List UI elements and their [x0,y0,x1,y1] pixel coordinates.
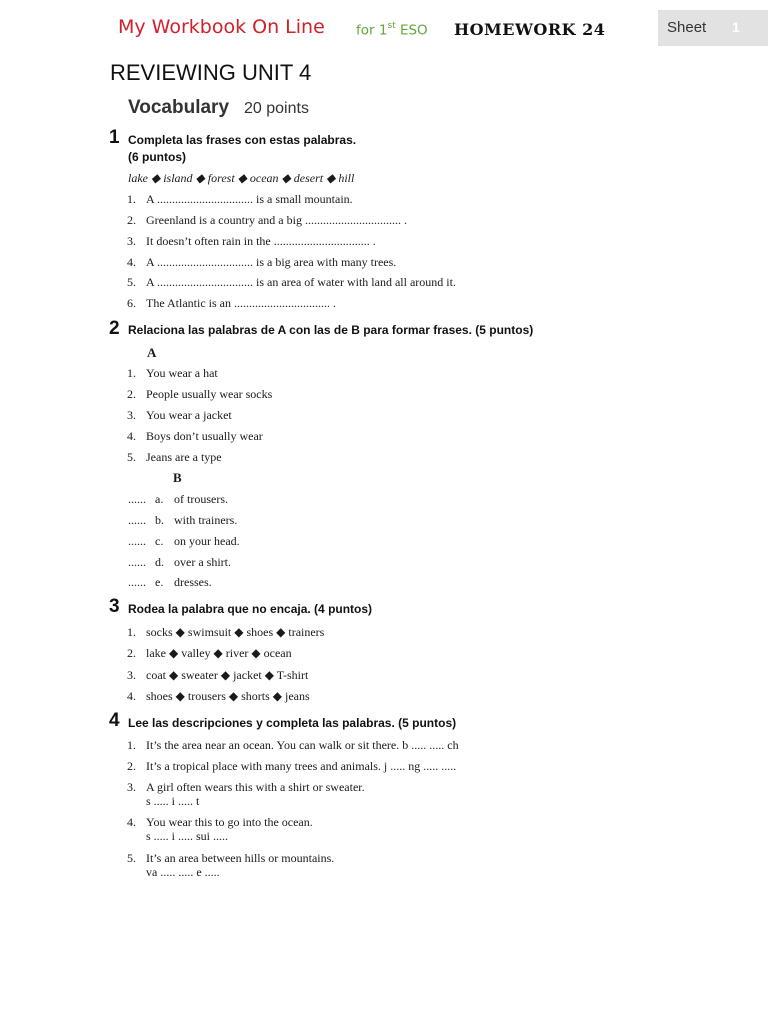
list-item: You wear a jacket [146,408,232,422]
exercise-points: (6 puntos) [128,150,186,164]
item-number: 4. [127,815,136,829]
item-letter: a. [155,492,164,506]
item-letter: c. [155,534,164,548]
item-number: 3. [127,234,136,248]
item-number: 4. [127,689,136,703]
list-item: It’s a tropical place with many trees and animals. j ..... ng ..... ..... [146,759,457,773]
page-title: REVIEWING UNIT 4 [110,60,312,85]
answer-pattern: s ..... i ..... sui ..... [146,829,229,843]
exercise-instruction: Lee las descripciones y completa las palabras. (5 puntos) [128,716,457,730]
list-item: It’s an area between hills or mountains. [146,851,335,865]
list-item: of trousers. [174,492,228,506]
list-item: Jeans are a type [146,450,222,464]
list-item: It’s the area near an ocean. You can walk or sit there. b ..... ..... ch [146,738,459,752]
list-item: Greenland is a country and a big ................................ . [146,213,407,227]
item-number: 1. [127,625,136,639]
item-number: 3. [127,780,136,794]
item-number: 4. [127,429,136,443]
item-number: 6. [127,296,136,310]
list-item: coat ◆ sweater ◆ jacket ◆ T-shirt [146,668,309,682]
sheet-label: Sheet [667,19,707,36]
list-item: Boys don’t usually wear [146,429,263,443]
item-number: 1. [127,738,136,752]
list-item: shoes ◆ trousers ◆ shorts ◆ jeans [146,689,310,703]
list-item: lake ◆ valley ◆ river ◆ ocean [146,646,292,660]
answer-blank: ...... [128,513,146,527]
item-letter: b. [155,513,164,527]
answer-blank: ...... [128,492,146,506]
list-item: It doesn’t often rain in the ................................ . [146,234,376,248]
item-number: 2. [127,213,136,227]
answer-pattern: va ..... ..... e ..... [146,865,220,879]
list-item: A ................................ is a small mountain. [146,192,353,206]
exercise-instruction: Completa las frases con estas palabras. [128,133,357,147]
sheet-number: 1 [732,19,740,35]
item-number: 1. [127,366,136,380]
list-item: You wear this to go into the ocean. [146,815,313,829]
item-number: 5. [127,851,136,865]
exercise-instruction: Relaciona las palabras de A con las de B para formar frases. (5 puntos) [128,323,534,337]
list-item: on your head. [174,534,240,548]
list-item: You wear a hat [146,366,218,380]
list-item: People usually wear socks [146,387,273,401]
list-item: dresses. [174,575,212,589]
exercise-number: 4 [109,710,120,731]
list-item: A ................................ is an area of water with land all around it. [146,275,456,289]
column-a-heading: A [147,345,157,360]
item-number: 3. [127,668,136,682]
exercise-instruction: Rodea la palabra que no encaja. (4 puntos) [128,602,373,616]
item-number: 5. [127,450,136,464]
item-number: 5. [127,275,136,289]
list-item: The Atlantic is an ................................ . [146,296,336,310]
list-item: with trainers. [174,513,238,527]
item-number: 1. [127,192,136,206]
exercise-number: 3 [109,596,120,617]
course-label: for 1st ESO [356,21,428,39]
exercise-number: 2 [109,318,120,339]
answer-blank: ...... [128,534,146,548]
list-item: socks ◆ swimsuit ◆ shoes ◆ trainers [146,625,325,639]
answer-pattern: s ..... i ..... t [146,794,200,808]
exercise-number: 1 [109,127,120,148]
list-item: A ................................ is a big area with many trees. [146,255,397,269]
column-b-heading: B [173,470,182,485]
item-letter: d. [155,555,164,569]
brand-title: My Workbook On Line [118,16,325,38]
list-item: A girl often wears this with a shirt or sweater. [146,780,365,794]
item-number: 4. [127,255,136,269]
item-number: 2. [127,387,136,401]
item-number: 2. [127,646,136,660]
item-letter: e. [155,575,164,589]
item-number: 2. [127,759,136,773]
word-box: lake ◆ island ◆ forest ◆ ocean ◆ desert ◆ hill [128,171,355,185]
section-title: Vocabulary [128,97,230,118]
homework-label: HOMEWORK 24 [454,20,606,39]
section-points: 20 points [244,100,309,117]
answer-blank: ...... [128,575,146,589]
answer-blank: ...... [128,555,146,569]
list-item: over a shirt. [174,555,231,569]
item-number: 3. [127,408,136,422]
